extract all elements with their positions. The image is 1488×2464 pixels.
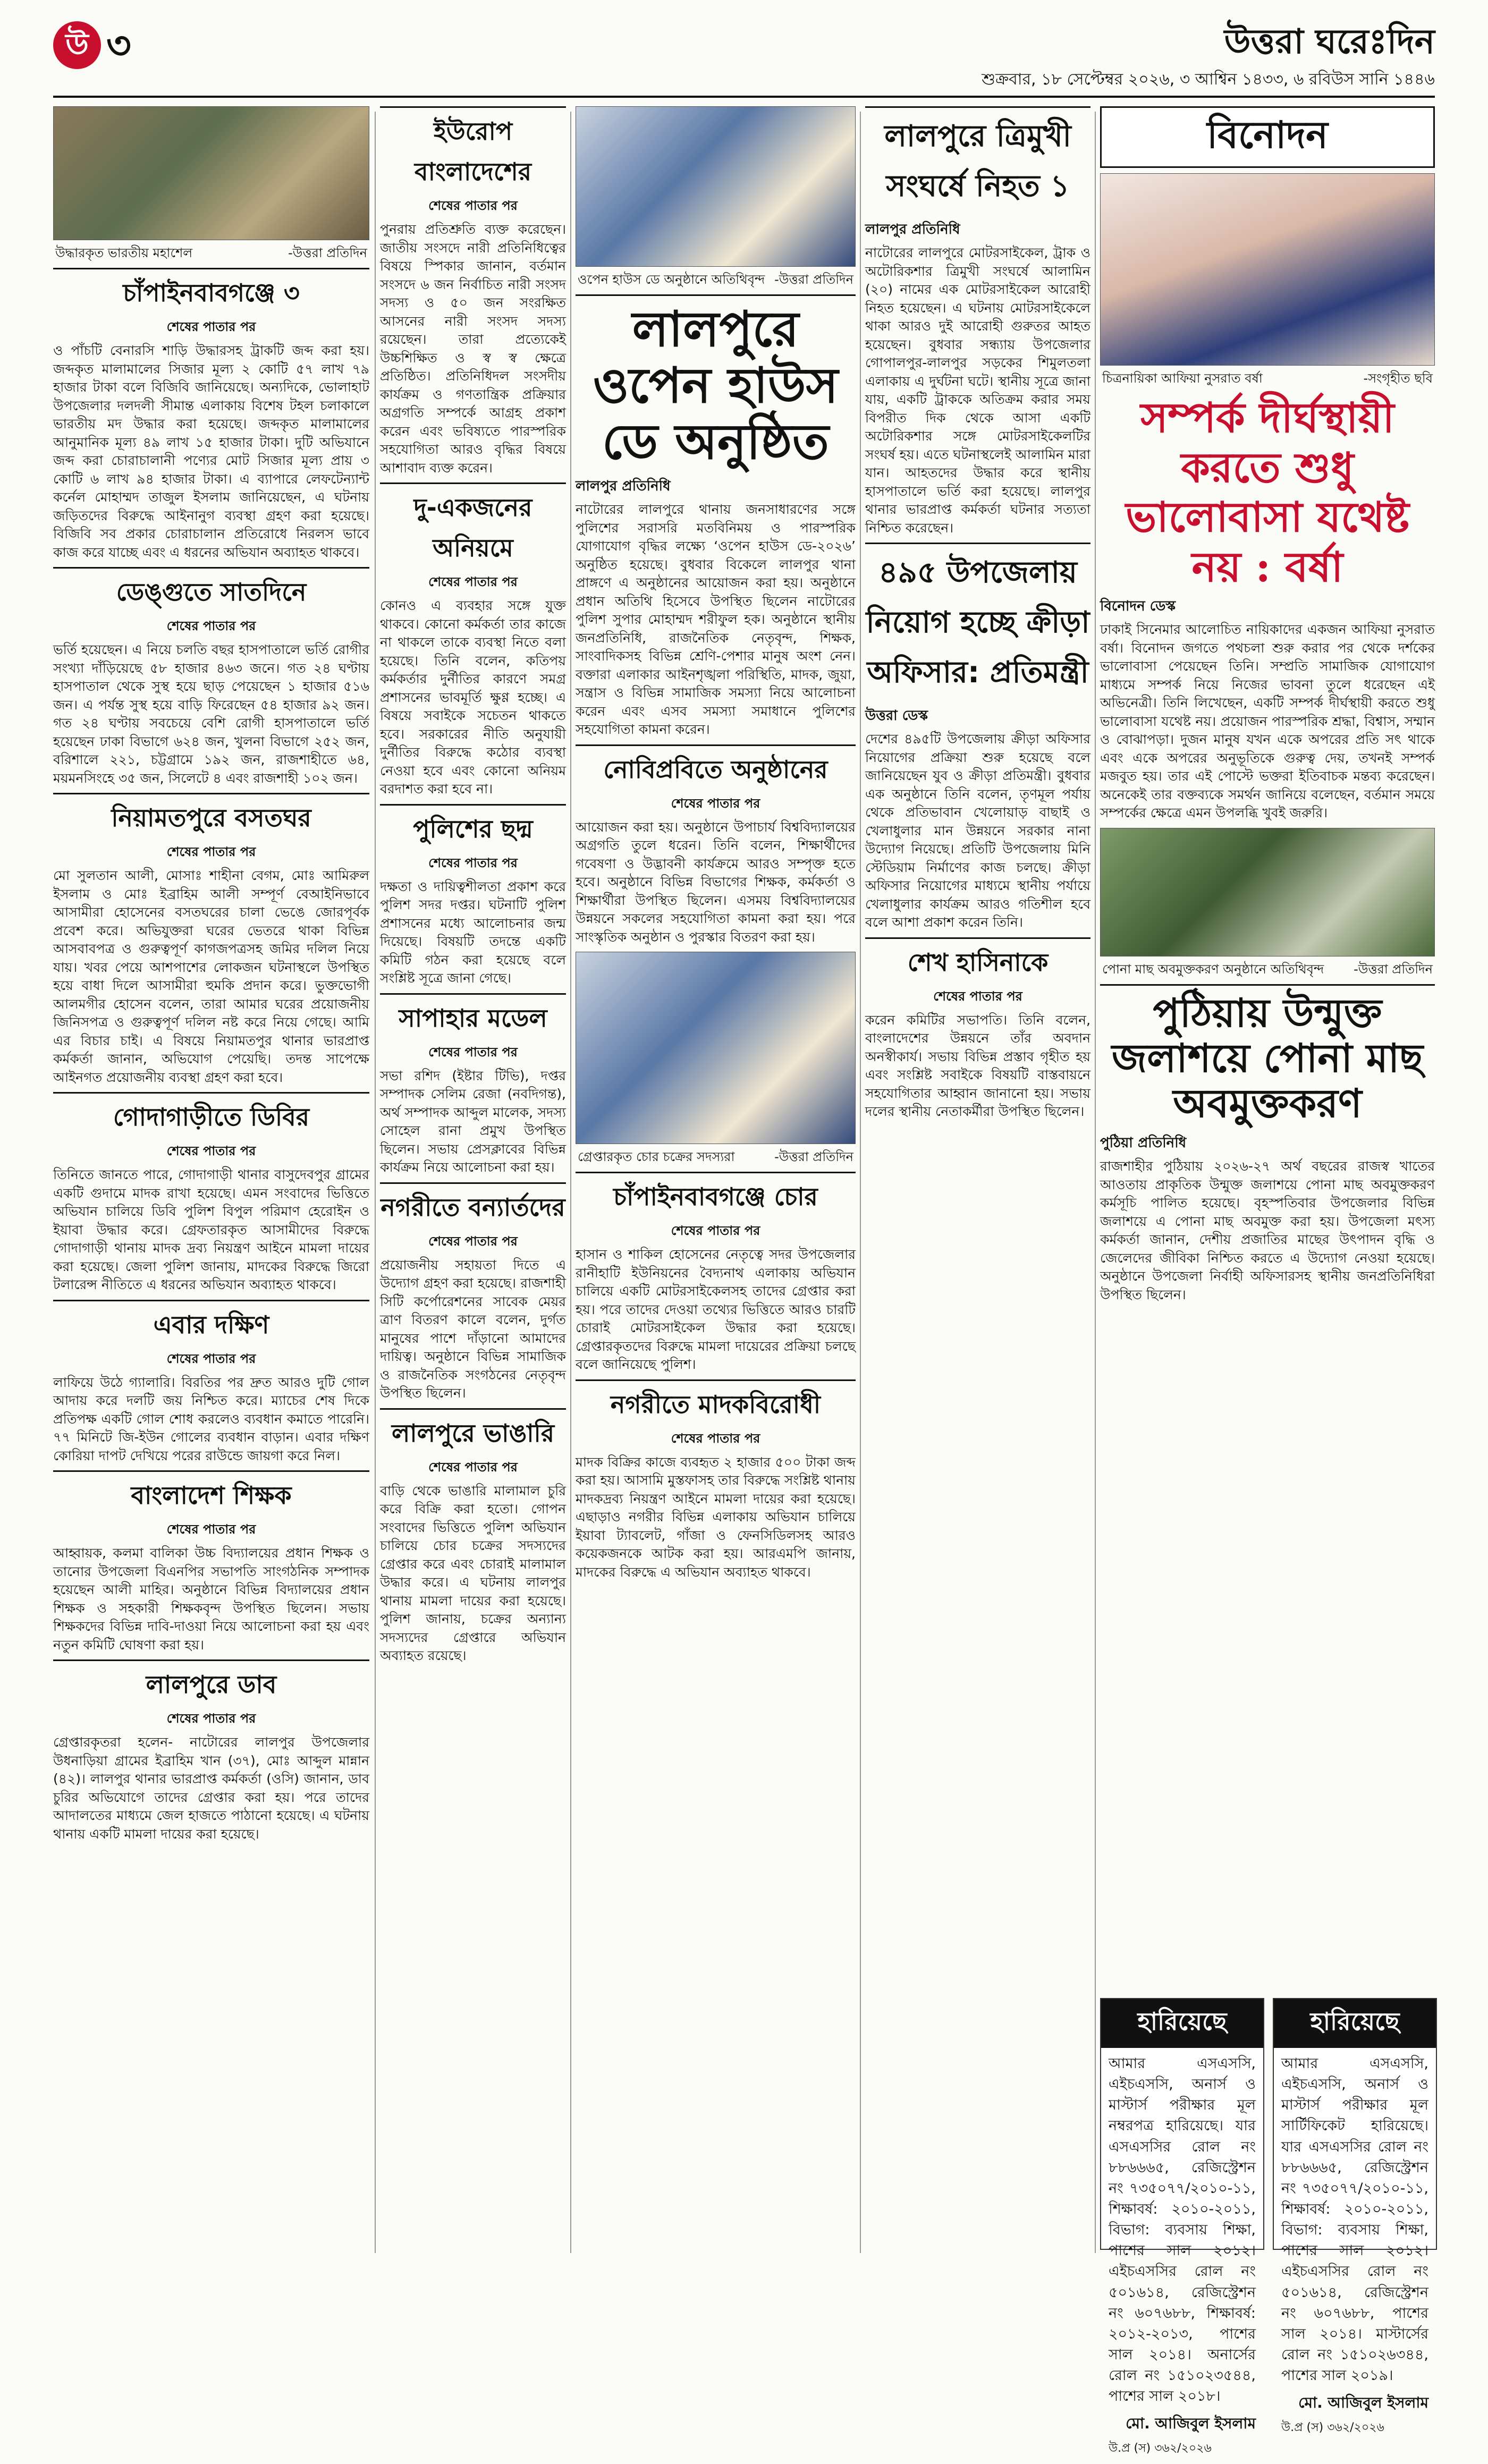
article-headline: নিয়ামতপুরে বসতঘর <box>53 793 369 842</box>
article-headline: দু-একজনের অনিয়মে <box>380 482 566 572</box>
article-continuation: শেষের পাতার পর <box>428 1459 518 1475</box>
logo-icon: উ <box>53 21 101 69</box>
article <box>380 993 566 1177</box>
article-headline: লালপুরে ভাঙারি <box>380 1408 566 1458</box>
article-headline: পুঠিয়ায় উন্মুক্ত জলাশয়ে পোনা মাছ অবমুক্তকরণ <box>1100 984 1435 1129</box>
caption-text: পোনা মাছ অবমুক্তকরণ অনুষ্ঠানে অতিথিবৃন্দ <box>1102 961 1324 977</box>
article-body: আয়োজন করা হয়। অনুষ্ঠানে উপাচার্য বিশ্ববিদ্যালয়ের অগ্রগতি তুলে ধরেন। তিনি বলেন, শিক্ষার্থীদের গবেষণা ও উদ্ভাবনী কার্যক্রমে আরও সম্পৃক্ত হতে হবে। অনুষ্ঠানে বিভিন্ন বিভাগের শিক্ষক, কর্মকর্তা ও শিক্ষার্থীরা উপস্থিত ছিলেন। এসময় বিশ্ববিদ্যালয়ের উন্নয়নে সকলের সহযোগিতা কামনা করা হয়। পরে সাংস্কৃতিক অনুষ্ঠান ও পুরস্কার বিতরণ করা হয়। <box>576 819 856 945</box>
article <box>53 793 369 1087</box>
article-body: মো সুলতান আলী, মোসাঃ শাহীনা বেগম, মোঃ আমিরুল ইসলাম ও মোঃ ইব্রাহিম আলী সম্পূর্ণ বেআইনিভাবে আসামীরা হোসেনের বসতঘরের চালা ভেঙে জোরপূর্বক প্রবেশ করে। অভিযুক্তরা ঘরের ভেতরে থাকা বিভিন্ন আসবাবপত্র ও গুরুত্বপূর্ণ কাগজপত্রসহ জমির দলিল নিয়ে যায়। খবর পেয়ে আশপাশের লোকজন ঘটনাস্থলে উপস্থিত হয়ে বাধা দিলে আসামীরা হুমকি প্রদান করে। ভুক্তভোগী আলমগীর হোসেন বলেন, তারা আমার ঘরের প্রয়োজনীয় জিনিসপত্র ও গুরুত্বপূর্ণ দলিল নষ্ট করে নিয়ে গেছে। আমি এর বিচার চাই। এ বিষয়ে নিয়ামতপুর থানার ভারপ্রাপ্ত কর্মকর্তা জানান, অভিযোগ পেয়েছি। তদন্ত সাপেক্ষে আইনগত প্রয়োজনীয় ব্যবস্থা গ্রহণ করা হবে। <box>53 868 369 1085</box>
article-byline: উত্তরা ডেস্ক <box>865 708 928 724</box>
article-body: পুনরায় প্রতিশ্রুতি ব্যক্ত করেছেন। জাতীয় সংসদে নারী প্রতিনিধিত্বের বিষয়ে স্পিকার জানান, বর্তমান সংসদে ৬ জন নির্বাচিত নারী সংসদ সদস্য ও ৫০ জন সংরক্ষিত আসনের নারী সংসদ সদস্য রয়েছেন। তারা প্রত্যেকেই উচ্চশিক্ষিত ও স্ব স্ব ক্ষেত্রে প্রতিষ্ঠিত। প্রতিনিধিদল সংসদীয় কার্যক্রম ও গণতান্ত্রিক প্রক্রিয়ার অগ্রগতি সম্পর্কে আগ্রহ প্রকাশ করেন এবং ভবিষ্যতে পারস্পরিক সহযোগিতা আরও বৃদ্ধির বিষয়ে আশাবাদ ব্যক্ত করেন। <box>380 222 566 476</box>
lead-headline: লালপুরে ওপেন হাউস ডে অনুষ্ঠিত <box>576 294 856 472</box>
caption-text: গ্রেপ্তারকৃত চোর চক্রের সদস্যরা <box>578 1149 735 1165</box>
article <box>380 106 566 477</box>
article-headline: নোবিপ্রবিতে অনুষ্ঠানের <box>576 744 856 794</box>
article-continuation: শেষের পাতার পর <box>428 574 518 589</box>
article-byline: পুঠিয়া প্রতিনিধি <box>1100 1135 1187 1151</box>
caption-credit: -উত্তরা প্রতিদিন <box>288 245 367 260</box>
lost-notice-text: আমার এসএসসি, এইচএসসি, অনার্স ও মাস্টার্স পরীক্ষার মূল সার্টিফিকেট হারিয়েছে। যার এসএসসির রোল নং ৮৮৬৬৬৫, রেজিস্ট্রেশন নং ৭৩৫০৭৭/২০১০-১১, শিক্ষাবর্ষ: ২০১০-২০১১, বিভাগ: ব্যবসায় শিক্ষা, পাশের সাল ২০১২। এইচএসসির রোল নং ৫০১৬১৪, রেজিস্ট্রেশন নং ৬০৭৬৮৮, পাশের সাল ২০১৪। মাস্টার্সের রোল নং ১৫১০২৬৩৪৪, পাশের সাল ২০১৯। <box>1281 2055 1428 2384</box>
article <box>53 268 369 562</box>
article-headline: লালপুরে ডাব <box>53 1659 369 1709</box>
article-continuation: শেষের পাতার পর <box>671 1430 760 1446</box>
article-body: সভা রশিদ (ইষ্টার টিভি), দপ্তর সম্পাদক সেলিম রেজা (নবদিগন্ত), অর্থ সম্পাদক আব্দুল মালেক, সদস্য সোহেল রানা প্রমুখ উপস্থিত ছিলেন। সভায় প্রেসক্লাবের বিভিন্ন কার্যক্রম নিয়ে আলোচনা করা হয়। <box>380 1068 566 1175</box>
article-body: লাফিয়ে উঠে গ্যালারি। বিরতির পর দ্রুত আরও দুটি গোল আদায় করে দলটি জয় নিশ্চিত করে। ম্যাচের শেষ দিকে প্রতিপক্ষ একটি গোল শোধ করলেও ব্যবধান কমাতে পারেনি। ৭৭ মিনিটে জি-ইউন গোলের ব্যবধান বাড়ান। এবার দক্ষিণ কোরিয়া দাপট দেখিয়ে পরের রাউন্ডে জায়গা করে নিল। <box>53 1374 369 1463</box>
caption-text: উদ্ধারকৃত ভারতীয় মহাশেল <box>55 245 193 260</box>
article <box>53 1300 369 1466</box>
article-body: ঢাকাই সিনেমার আলোচিত নায়িকাদের একজন আফিয়া নুসরাত বর্ষা। বিনোদন জগতে পথচলা শুরু করার পর থেকে দর্শকের ভালোবাসা পেয়েছেন তিনি। সম্প্রতি সামাজিক যোগাযোগ মাধ্যমে সম্পর্ক নিয়ে নিজের ভাবনা তুলে ধরেছেন এই অভিনেত্রী। তিনি লিখেছেন, একটি সম্পর্ক দীর্ঘস্থায়ী করতে শুধু ভালোবাসা যথেষ্ট নয়। প্রয়োজন পারস্পরিক শ্রদ্ধা, বিশ্বাস, সম্মান ও বোঝাপড়া। দুজন মানুষ যখন একে অপরের প্রতি সৎ থাকে এবং একে অপরের অনুভূতিকে গুরুত্ব দেয়, তখনই সম্পর্ক মজবুত হয়। তার এই পোস্টে ভক্তরা ইতিবাচক মন্তব্য করেছেন। অনেকেই তার বক্তব্যকে সমর্থন জানিয়ে বলেছেন, বর্তমান সময়ে সম্পর্কের ক্ষেত্রে এমন উপলব্ধি খুবই জরুরি। <box>1100 622 1435 821</box>
column-3 <box>576 106 856 2253</box>
article-body: ভর্তি হয়েছেন। এ নিয়ে চলতি বছর হাসপাতালে ভর্তি রোগীর সংখ্যা দাঁড়িয়েছে ৫৮ হাজার ৪৬৩ জনে। গত ২৪ ঘণ্টায় হাসপাতাল থেকে সুস্থ হয়ে ছাড় পেয়েছেন ১ হাজার ৫১৬ জন। এ পর্যন্ত সুস্থ হয়ে বাড়ি ফিরেছেন ৫৪ হাজার ৯২ জন। গত ২৪ ঘণ্টায় সবচেয়ে বেশি রোগী হাসপাতালে ভর্তি হয়েছেন ঢাকা বিভাগে ৬২৪ জন, খুলনা বিভাগে ২৫২ জন, বরিশালে ২২১, চট্টগ্রামে ১৯২ জন, রাজশাহীতে ৬৪, ময়মনসিংহে ৩৫ জন, সিলেটে ৪ এবং রাজশাহী ১০২ জন। <box>53 642 369 786</box>
photo-caption <box>1100 956 1435 984</box>
article-byline: বিনোদন ডেস্ক <box>1100 598 1176 615</box>
lost-notice-title: হারিয়েছে <box>1274 1999 1436 2048</box>
news-photo-shells <box>53 106 369 240</box>
lost-notice-text: আমার এসএসসি, এইচএসসি, অনার্স ও মাস্টার্স পরীক্ষার মূল নম্বরপত্র হারিয়েছে। যার এসএসসির রোল নং ৮৮৬৬৬৫, রেজিস্ট্রেশন নং ৭৩৫০৭৭/২০১০-১১, শিক্ষাবর্ষ: ২০১০-২০১১, বিভাগ: ব্যবসায় শিক্ষা, পাশের সাল ২০১২। এইচএসসির রোল নং ৫০১৬১৪, রেজিস্ট্রেশন নং ৬০৭৬৮৮, শিক্ষাবর্ষ: ২০১২-২০১৩, পাশের সাল ২০১৪। অনার্সের রোল নং ১৫১০২৩৫৪৪, পাশের সাল ২০১৮। <box>1109 2055 1256 2405</box>
actress-photo <box>1100 173 1435 366</box>
article-body: গ্রেপ্তারকৃতরা হলেন- নাটোরের লালপুর উপজেলার উধনাড়িয়া গ্রামের ইব্রাহিম খান (৩৭), মোঃ আব্দুল মান্নান (৪২)। লালপুর থানার ভারপ্রাপ্ত কর্মকর্তা (ওসি) জানান, ডাব চুরির অভিযোগে তাদের গ্রেপ্তার করা হয়। পরে তাদের আদালতের মাধ্যমে জেল হাজতে পাঠানো হয়েছে। এ ঘটনায় থানায় একটি মামলা দায়ের করা হয়েছে। <box>53 1734 369 1842</box>
page-number: ৩ <box>106 23 131 67</box>
article-headline: নগরীতে মাদকবিরোধী <box>576 1379 856 1429</box>
article-body: দেশের ৪৯৫টি উপজেলায় ক্রীড়া অফিসার নিয়োগের প্রক্রিয়া শুরু হয়েছে বলে জানিয়েছেন যুব ও ক্রীড়া প্রতিমন্ত্রী। বুধবার এক অনুষ্ঠানে তিনি বলেন, তৃণমূল পর্যায় থেকে প্রতিভাবান খেলোয়াড় বাছাই ও খেলাধুলার মান উন্নয়নে সরকার নানা উদ্যোগ নিয়েছে। প্রতিটি উপজেলায় মিনি স্টেডিয়াম নির্মাণের কাজ চলছে। ক্রীড়া অফিসার নিয়োগের মাধ্যমে স্থানীয় পর্যায়ে খেলাধুলার কার্যক্রম আরও গতিশীল হবে বলে আশা প্রকাশ করেন তিনি। <box>865 731 1090 930</box>
column-divider <box>570 112 571 2253</box>
news-photo-arrested <box>576 952 856 1144</box>
article-body: ও পাঁচটি বেনারসি শাড়ি উদ্ধারসহ ট্রাকটি জব্দ করা হয়। জব্দকৃত মালামালের সিজার মূল্য ২ কোটি ৫৭ লাখ ৭৯ হাজার টাকা বলে বিজিবি জানিয়েছে। অন্যদিকে, ভোলাহাট উপজেলার দলদলী সীমান্ত এলাকায় বিশেষ টহল চলাকালে ভারতীয় মদ উদ্ধার করা হয়েছে। জব্দকৃত মালামালের আনুমানিক মূল্য ৪৯ লাখ ১৫ হাজার টাকা। দুটি অভিযানে জব্দ করা চোরাচালানী পণ্যের মোট সিজার মূল্য প্রায় ৩ কোটি ৬ লাখ ৯৪ হাজার টাকা। এ ব্যাপারে লেফটেন্যান্ট কর্নেল মোহাম্মদ তাজুল ইসলাম জানিয়েছেন, এ ঘটনায় জড়িতদের বিরুদ্ধে আইনানুগ ব্যবস্থা গ্রহণ করা হয়েছে। বিজিবি সব প্রকার চোরাচালান প্রতিরোধে নিরলস ভাবে কাজ করে যাচ্ছে এবং এ ধরনের অভিযান অব্যাহত থাকবে। <box>53 343 369 560</box>
article-body: রাজশাহীর পুঠিয়ায় ২০২৬-২৭ অর্থ বছরের রাজস্ব খাতের আওতায় প্রাকৃতিক উন্মুক্ত জলাশয়ে পোনা মাছ অবমুক্তকরণ কর্মসূচি পালিত হয়েছে। বৃহস্পতিবার উপজেলার বিভিন্ন জলাশয়ে এ পোনা মাছ অবমুক্ত করা হয়। উপজেলা মৎস্য কর্মকর্তা জানান, দেশীয় প্রজাতির মাছের উৎপাদন বৃদ্ধি ও জেলেদের জীবিকা নিশ্চিত করতে এ উদ্যোগ নেওয়া হয়েছে। অনুষ্ঠানে উপজেলা নির্বাহী অফিসারসহ স্থানীয় জনপ্রতিনিধিরা উপস্থিত ছিলেন। <box>1100 1158 1435 1302</box>
article <box>380 804 566 988</box>
newspaper-brand: উত্তরা ঘরেঃদিন <box>1224 22 1435 62</box>
article <box>53 567 369 788</box>
lost-notice-signer: মো. আজিবুল ইসলাম <box>1126 2415 1256 2433</box>
article <box>53 1092 369 1294</box>
article-body: নাটোরের লালপুরে মোটরসাইকেল, ট্রাক ও অটোরিকশার ত্রিমুখী সংঘর্ষে আলামিন (২০) নামের এক মোটরসাইকেল আরোহী নিহত হয়েছেন। এ ঘটনায় মোটরসাইকেলে থাকা আরও দুই আরোহী গুরুতর আহত হয়েছেন। বুধবার সন্ধ্যায় উপজেলার গোপালপুর-লালপুর সড়কের শিমুলতলা এলাকায় এ দুর্ঘটনা ঘটে। স্থানীয় সূত্রে জানা যায়, একটি ট্রাককে অতিক্রম করার সময় বিপরীত দিক থেকে আসা একটি অটোরিকশার সঙ্গে মোটরসাইকেলটির সংঘর্ষ হয়। এতে ঘটনাস্থলেই আলামিন মারা যান। আহতদের উদ্ধার করে স্থানীয় হাসপাতালে ভর্তি করা হয়েছে। লালপুর থানার ভারপ্রাপ্ত কর্মকর্তা ঘটনার সত্যতা নিশ্চিত করেছেন। <box>865 245 1090 536</box>
dateline: শুক্রবার, ১৮ সেপ্টেম্বর ২০২৬, ৩ আশ্বিন ১৪৩৩, ৬ রবিউস সানি ১৪৪৬ <box>982 70 1435 89</box>
article-headline: বাংলাদেশ শিক্ষক <box>53 1470 369 1520</box>
article-headline: নগরীতে বন্যার্তদের <box>380 1182 566 1232</box>
article-continuation: শেষের পাতার পর <box>166 1351 256 1366</box>
lost-notice <box>1273 1998 1437 2435</box>
article-continuation: শেষের পাতার পর <box>933 988 1022 1004</box>
column-divider <box>1095 112 1096 2253</box>
article <box>53 1470 369 1654</box>
article-body: বাড়ি থেকে ভাঙারি মালামাল চুরি করে বিক্রি করা হতো। গোপন সংবাদের ভিত্তিতে পুলিশ অভিযান চালিয়ে চোর চক্রের সদস্যদের গ্রেপ্তার করে এবং চোরাই মালামাল উদ্ধার করে। এ ঘটনায় লালপুর থানায় মামলা দায়ের করা হয়েছে। পুলিশ জানায়, চক্রের অন্যান্য সদস্যদের গ্রেপ্তারে অভিযান অব্যাহত রয়েছে। <box>380 1483 566 1663</box>
article-continuation: শেষের পাতার পর <box>166 1711 256 1726</box>
caption-text: ওপেন হাউস ডে অনুষ্ঠানে অতিথিবৃন্দ <box>578 272 765 287</box>
article-headline: লালপুরে ত্রিমুখী সংঘর্ষে নিহত ১ <box>865 106 1090 215</box>
article-body: কোনও এ ব্যবহার সঙ্গে যুক্ত থাকবে। কোনো কর্মকর্তা তার কাজে না থাকলে তাকে ব্যবস্থা নিতে বলা হয়েছে। তিনি বলেন, কতিপয় কর্মকর্তার দুর্নীতির কারণে সমগ্র প্রশাসনের ভাবমূর্তি ক্ষুণ্ণ হচ্ছে। এ বিষয়ে সবাইকে সচেতন থাকতে হবে। সরকারের নীতি অনুযায়ী দুর্নীতির বিরুদ্ধে কঠোর ব্যবস্থা নেওয়া হবে এবং কোনো অনিয়ম বরদাশত করা হবে না। <box>380 598 566 797</box>
article-continuation: শেষের পাতার পর <box>166 1522 256 1537</box>
article-body: হাসান ও শাকিল হোসেনের নেতৃত্বে সদর উপজেলার রানীহাটি ইউনিয়নের বৈদ্যনাথ এলাকায় অভিযান চালিয়ে একটি মোটরসাইকেলসহ তাদের গ্রেপ্তার করা হয়। পরে তাদের দেওয়া তথ্যের ভিত্তিতে আরও চারটি চোরাই মোটরসাইকেল উদ্ধার করা হয়েছে। গ্রেপ্তারকৃতদের বিরুদ্ধে মামলা দায়েরের প্রক্রিয়া চলছে বলে জানিয়েছে পুলিশ। <box>576 1247 856 1373</box>
article-body: আহ্বায়ক, কলমা বালিকা উচ্চ বিদ্যালয়ের প্রধান শিক্ষক ও তানোর উপজেলা বিএনপির সভাপতি সাংগঠনিক সম্পাদক হয়েছেন আলী মাহির। অনুষ্ঠানে বিভিন্ন বিদ্যালয়ের প্রধান শিক্ষক ও সহকারী শিক্ষকবৃন্দ উপস্থিত ছিলেন। সভায় শিক্ষকদের বিভিন্ন দাবি-দাওয়া নিয়ে আলোচনা করা হয় এবং নতুন কমিটি ঘোষণা করা হয়। <box>53 1545 369 1653</box>
article-headline: পুলিশের ছদ্ম <box>380 804 566 853</box>
article-body: দক্ষতা ও দায়িত্বশীলতা প্রকাশ করে পুলিশ সদর দপ্তর। ঘটনাটি পুলিশ প্রশাসনের মধ্যে আলোচনার জন্ম দিয়েছে। বিষয়টি তদন্তে একটি কমিটি গঠন করা হয়েছে বলে সংশ্লিষ্ট সূত্রে জানা গেছে। <box>380 878 566 986</box>
article-continuation: শেষের পাতার পর <box>166 844 256 859</box>
article-body: প্রয়োজনীয় সহায়তা দিতে এ উদ্যোগ গ্রহণ করা হয়েছে। রাজশাহী সিটি কর্পোরেশনের সাবেক মেয়র ত্রাণ বিতরণ কালে বলেন, দুর্গত মানুষের পাশে দাঁড়ানো আমাদের দায়িত্ব। অনুষ্ঠানে বিভিন্ন সামাজিক ও রাজনৈতিক সংগঠনের নেতৃবৃন্দ উপস্থিত ছিলেন। <box>380 1257 566 1401</box>
article-headline: শেখ হাসিনাকে <box>865 937 1090 987</box>
lost-notice-code: উ.প্র (স) ৩৬২/২০২৬ <box>1109 2442 1212 2455</box>
caption-credit: -উত্তরা প্রতিদিন <box>774 1149 853 1165</box>
caption-credit: -সংগৃহীত ছবি <box>1363 371 1433 386</box>
caption-credit: -উত্তরা প্রতিদিন <box>1354 961 1433 977</box>
section-banner <box>1100 106 1435 168</box>
article-body: নাটোরের লালপুরে থানায় জনসাধারণের সঙ্গে পুলিশের সরাসরি মতবিনিময় ও পারস্পরিক যোগাযোগ বৃদ্ধির লক্ষ্যে ‘ওপেন হাউস ডে-২০২৬’ অনুষ্ঠিত হয়েছে। বুধবার বিকেলে লালপুর থানা প্রাঙ্গণে এ অনুষ্ঠানের আয়োজন করা হয়। অনুষ্ঠানে প্রধান অতিথি হিসেবে উপস্থিত ছিলেন নাটোরের পুলিশ সুপার মোহাম্মদ শরীফুল হক। অনুষ্ঠানে স্থানীয় জনপ্রতিনিধি, রাজনৈতিক নেতৃবৃন্দ, শিক্ষক, সাংবাদিকসহ বিভিন্ন শ্রেণি-পেশার মানুষ অংশ নেন। বক্তারা এলাকার আইনশৃঙ্খলা পরিস্থিতি, মাদক, জুয়া, সন্ত্রাস ও বিভিন্ন সামাজিক সমস্যা নিয়ে আলোচনা করেন এবং এসব সমস্যা সমাধানে পুলিশের সহযোগিতা কামনা করেন। <box>576 502 856 738</box>
lost-notice <box>1100 1998 1264 2455</box>
article-headline: ইউরোপ বাংলাদেশের <box>380 106 566 196</box>
article-continuation: শেষের পাতার পর <box>428 198 518 213</box>
article-byline: লালপুর প্রতিনিধি <box>865 222 960 238</box>
feature-headline: সম্পর্ক দীর্ঘস্থায়ী করতে শুধু ভালোবাসা যথেষ্ট নয় : বর্ষা <box>1126 394 1409 591</box>
column-divider <box>375 112 376 2253</box>
photo-caption <box>576 267 856 294</box>
column-4 <box>865 106 1090 2253</box>
article-headline: সাপাহার মডেল <box>380 993 566 1043</box>
article-headline: গোদাগাড়ীতে ডিবির <box>53 1092 369 1141</box>
caption-text: চিত্রনায়িকা আফিয়া নুসরাত বর্ষা <box>1102 371 1263 386</box>
article-headline: চাঁপাইনবাবগঞ্জে চোর <box>576 1172 856 1221</box>
article-headline: ৪৯৫ উপজেলায় নিয়োগ হচ্ছে ক্রীড়া অফিসার: প্রতিমন্ত্রী <box>865 543 1090 701</box>
lost-notice-signer: মো. আজিবুল ইসলাম <box>1298 2394 1428 2412</box>
article-continuation: শেষের পাতার পর <box>166 619 256 633</box>
article <box>53 1659 369 1843</box>
column-1 <box>53 106 369 2253</box>
photo-caption <box>576 1144 856 1172</box>
lost-notice-title: হারিয়েছে <box>1101 1999 1263 2048</box>
article-continuation: শেষের পাতার পর <box>428 1233 518 1249</box>
article-continuation: শেষের পাতার পর <box>166 1144 256 1158</box>
section-title: বিনোদন <box>1207 112 1328 157</box>
column-5 <box>1100 106 1435 2253</box>
caption-credit: -উত্তরা প্রতিদিন <box>774 272 853 287</box>
fish-release-photo <box>1100 828 1435 956</box>
photo-caption <box>1100 366 1435 393</box>
article-continuation: শেষের পাতার পর <box>428 1044 518 1060</box>
article-headline: ডেঙ্গুতে সাতদিনে <box>53 567 369 616</box>
masthead <box>0 0 1488 101</box>
photo-caption <box>53 240 369 268</box>
article-body: তিনিতে জানতে পারে, গোদাগাড়ী থানার বাসুদেবপুর গ্রামের একটি গুদামে মাদক রাখা হয়েছে। এমন সংবাদের ভিত্তিতে অভিযান চালিয়ে ডিবি পুলিশ বিপুল পরিমাণ হেরোইন ও ইয়াবা উদ্ধার করে। গ্রেফতারকৃত আসামীদের বিরুদ্ধে গোদাগাড়ী থানায় মাদক দ্রব্য নিয়ন্ত্রণ আইনে মামলা দায়ের করা হয়েছে। জেলা পুলিশ জানায়, মাদকের বিরুদ্ধে জিরো টলারেন্স নীতিতে এ ধরনের অভিযান অব্যাহত থাকবে। <box>53 1167 369 1292</box>
article <box>380 1182 566 1403</box>
lost-notice-code: উ.প্র (স) ৩৬২/২০২৬ <box>1281 2421 1384 2435</box>
article-continuation: শেষের পাতার পর <box>428 855 518 870</box>
masthead-rule <box>53 96 1435 98</box>
article-continuation: শেষের পাতার পর <box>166 319 256 334</box>
article-continuation: শেষের পাতার পর <box>671 795 760 811</box>
article <box>380 482 566 799</box>
article-body: করেন কমিটির সভাপতি। তিনি বলেন, বাংলাদেশের উন্নয়নে তাঁর অবদান অনস্বীকার্য। সভায় বিভিন্ন প্রস্তাব গৃহীত হয় এবং সংশ্লিষ্ট সবাইকে বিষয়টি বাস্তবায়নে সহযোগিতার আহ্বান জানানো হয়। সভায় দলের স্থানীয় নেতাকর্মীরা উপস্থিত ছিলেন। <box>865 1012 1090 1119</box>
article-continuation: শেষের পাতার পর <box>671 1223 760 1239</box>
column-2 <box>380 106 566 2253</box>
article <box>380 1408 566 1665</box>
news-photo-open-house <box>576 106 856 267</box>
article-body: মাদক বিক্রির কাজে ব্যবহৃত ২ হাজার ৫০০ টাকা জব্দ করা হয়। আসামি মুস্তফাসহ তার বিরুদ্ধে সংশ্লিষ্ট থানায় মাদকদ্রব্য নিয়ন্ত্রণ আইনে মামলা দায়ের করা হয়েছে। এছাড়াও নগরীর বিভিন্ন এলাকায় অভিযান চালিয়ে ইয়াবা ট্যাবলেট, গাঁজা ও ফেনসিডিলসহ আরও কয়েকজনকে আটক করা হয়। আরএমপি জানায়, মাদকের বিরুদ্ধে এ অভিযান অব্যাহত থাকবে। <box>576 1454 856 1580</box>
article-byline: লালপুর প্রতিনিধি <box>576 478 671 495</box>
article-headline: চাঁপাইনবাবগঞ্জে ৩ <box>53 268 369 317</box>
article-headline: এবার দক্ষিণ <box>53 1300 369 1349</box>
column-divider <box>860 112 861 2253</box>
